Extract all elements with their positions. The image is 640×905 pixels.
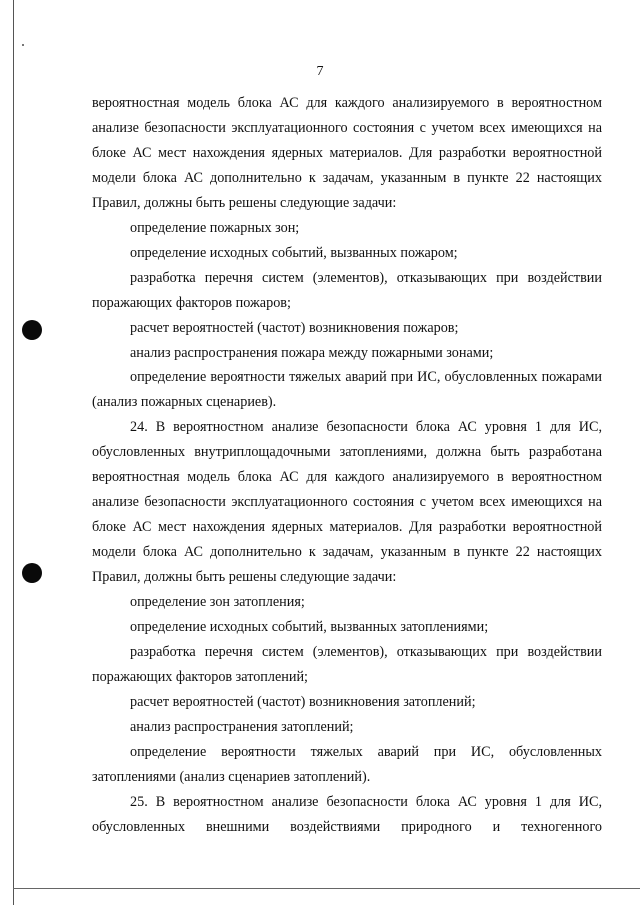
punch-hole-lower bbox=[22, 563, 42, 583]
paragraph: расчет вероятностей (частот) возникновения затоплений; bbox=[130, 693, 476, 710]
paragraph: анализ распространения затоплений; bbox=[130, 718, 354, 735]
paragraph: определение зон затопления; bbox=[130, 594, 305, 611]
paragraph: разработка перечня систем (элементов), отказывающих при воздействии поражающих факторов затоплений; bbox=[92, 643, 602, 685]
paragraph: вероятностная модель блока АС для каждого анализируемого в вероятностном анализе безопасности эксплуатационного состояния с учетом всех имеющихся на блоке АС мест нахождения ядерных материалов. Для разработки вероятностной модели блока АС дополнительно к задачам, указанным в пункте 22 настоящих Правил, должны быть решены следующие задачи: bbox=[92, 95, 602, 211]
page-bottom-edge bbox=[13, 888, 640, 889]
paragraph: расчет вероятностей (частот) возникновения пожаров; bbox=[130, 319, 459, 336]
paragraph: определение пожарных зон; bbox=[130, 219, 300, 236]
document-body bbox=[92, 91, 602, 840]
page-left-edge bbox=[13, 0, 14, 905]
scan-speck bbox=[22, 44, 24, 46]
paragraph: определение исходных событий, вызванных пожаром; bbox=[130, 244, 458, 261]
paragraph: 25. В вероятностном анализе безопасности блока АС уровня 1 для ИС, обусловленных внешними воздействиями природного и техногенного bbox=[92, 793, 602, 835]
paragraph: определение вероятности тяжелых аварий при ИС, обусловленных пожарами (анализ пожарных сценариев). bbox=[92, 369, 602, 411]
paragraph: 24. В вероятностном анализе безопасности блока АС уровня 1 для ИС, обусловленных внутриплощадочными затоплениями, должна быть разработана вероятностная модель блока АС для каждого анализируемого в вероятностном анализе безопасности эксплуатационного состояния с учетом всех имеющихся на блоке АС мест нахождения ядерных материалов. Для разработки вероятностной модели блока АС дополнительно к задачам, указанным в пункте 22 настоящих Правил, должны быть решены следующие задачи: bbox=[92, 419, 602, 586]
page-number: 7 bbox=[316, 64, 324, 79]
paragraph: анализ распространения пожара между пожарными зонами; bbox=[130, 344, 494, 361]
paragraph: определение вероятности тяжелых аварий при ИС, обусловленных затоплениями (анализ сценариев затоплений). bbox=[92, 743, 602, 785]
paragraph: определение исходных событий, вызванных затоплениями; bbox=[130, 619, 489, 636]
paragraph: разработка перечня систем (элементов), отказывающих при воздействии поражающих факторов пожаров; bbox=[92, 269, 602, 311]
punch-hole-upper bbox=[22, 320, 42, 340]
